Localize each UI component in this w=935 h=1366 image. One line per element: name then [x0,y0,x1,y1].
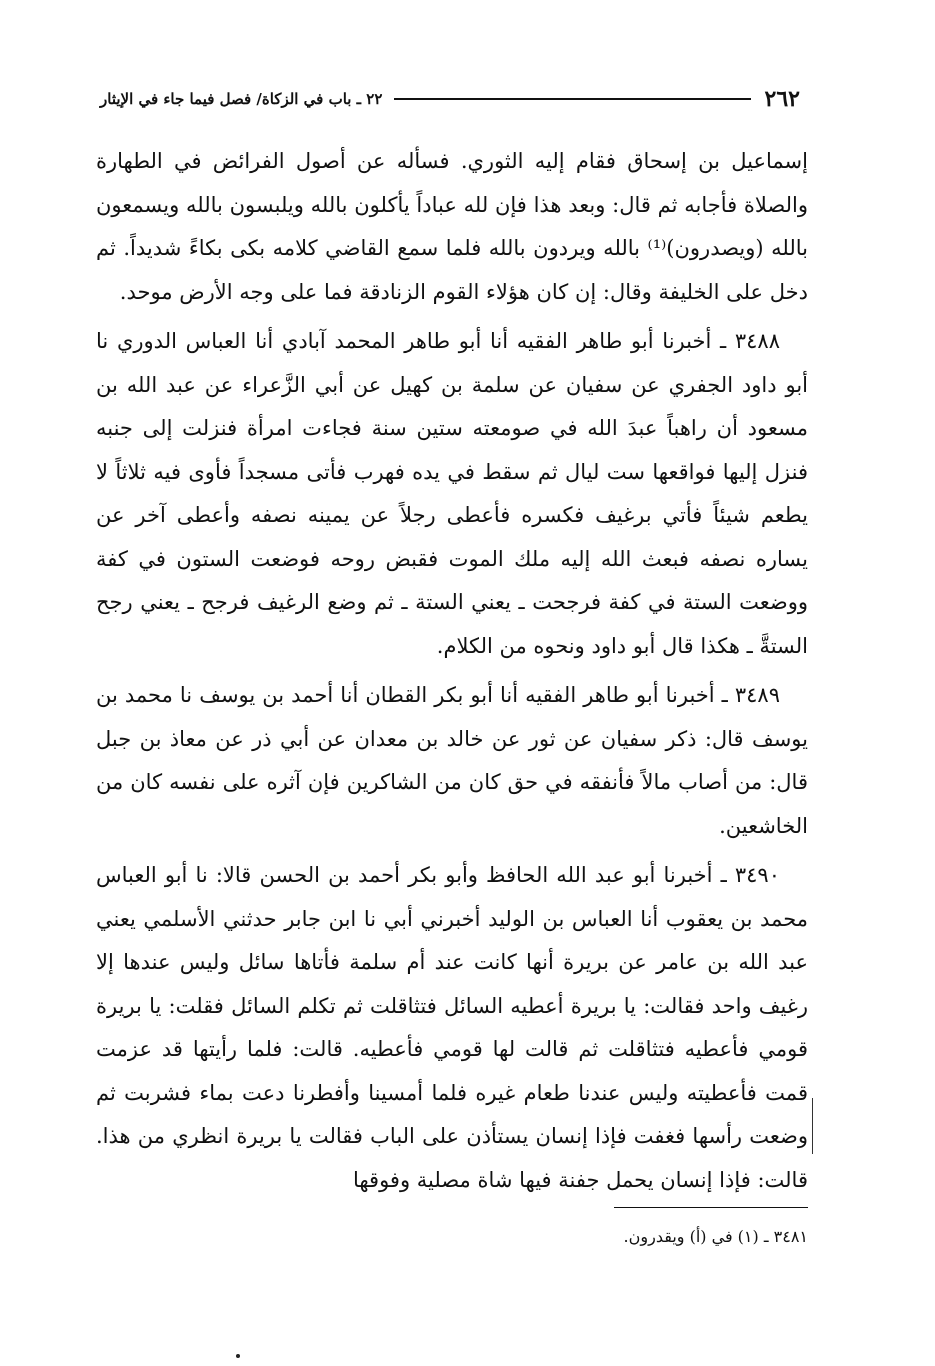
paragraph-hadith-3489: ٣٤٨٩ ـ أخبرنا أبو طاهر الفقيه أنا أبو بكر القطان أنا أحمد بن يوسف نا محمد بن يوسف قال: ذكر سفيان عن ثور عن خالد بن معدان عن أبي ذر عن معاذ بن جبل قال: من أصاب مالاً فأنفقه في حق كان من الشاكرين فإن آثره على نفسه كان من الخاشعين. [96,683,808,838]
main-text [96,140,808,1208]
page-header [100,82,800,116]
paragraph-hadith-3490: ٣٤٩٠ ـ أخبرنا أبو عبد الله الحافظ وأبو بكر أحمد بن الحسن قالا: نا أبو العباس محمد بن يعقوب أنا العباس بن الوليد أخبرني أبي نا ابن جابر حدثني الأسلمي يعني عبد الله بن عامر عن بريرة أنها كانت عند أم سلمة فأتاها سائل وليس عندها إلا رغيف واحد فقالت: يا بريرة أعطيه السائل فتثاقلت ثم تكلم السائل فقلت: يا بريرة قومي فأعطيه فتثاقلت ثم قالت لها قومي فأعطيه. قالت: فلما رأيتها قد عزمت قمت فأعطيته وليس عندنا طعام غيره فلما أمسينا وأفطرنا دعت بماء فشربت ثم وضعت رأسها فغفت فإذا إنسان يستأذن على الباب فقالت يا بريرة انظري من هذا. قالت: فإذا إنسان يحمل جفنة فيها شاة مصلية وفوقها [96,863,808,1192]
scan-speck [236,1354,240,1358]
running-title: ٢٢ ـ باب في الزكاة/ فصل فيما جاء في الإيثار [100,90,383,108]
page-number: ٢٦٢ [764,86,800,112]
margin-mark [812,1098,813,1154]
paragraph-hadith-3488: ٣٤٨٨ ـ أخبرنا أبو طاهر الفقيه أنا أبو طاهر المحمد آبادي أنا العباس الدوري نا أبو داود الجفري عن سفيان عن سلمة بن كهيل عن أبي الزَّعراء عن عبد الله بن مسعود أن راهباً عبدَ الله في صومعته ستين سنة فجاءت امرأة فنزلت إلى جنبه فنزل إليها فواقعها ست ليال ثم سقط في يده فهرب فأتى مسجداً فأوى فيه ثلاثاً لا يطعم شيئاً فأتي برغيف فكسره فأعطى رجلاً عن يمينه نصفه وأعطى آخر عن يساره نصفه فبعث الله إليه ملك الموت فقبض روحه فوضعت الستون في كفة ووضعت الستة في كفة فرجحت ـ يعني الستة ـ ثم وضع الرغيف فرجح ـ يعني رجح الستةَّ ـ هكذا قال أبو داود ونحوه من الكلام. [96,329,808,658]
footnote: ٣٤٨١ ـ (١) في (أ) ويقدرون. [623,1227,808,1246]
header-rule [394,98,750,100]
paragraph-continuation: إسماعيل بن إسحاق فقام إليه الثوري. فسأله عن أصول الفرائض في الطهارة والصلاة فأجابه ثم قال: وبعد هذا فإن لله عباداً يأكلون بالله ويلبسون بالله ويسمعون بالله (ويصدرون)⁽¹⁾ بالله ويردون بالله فلما سمع القاضي كلامه بكى بكاءً شديداً. ثم دخل على الخليفة وقال: إن كان هؤلاء القوم الزنادقة فما على وجه الأرض موحد. [96,149,808,304]
footnote-rule [614,1207,808,1208]
